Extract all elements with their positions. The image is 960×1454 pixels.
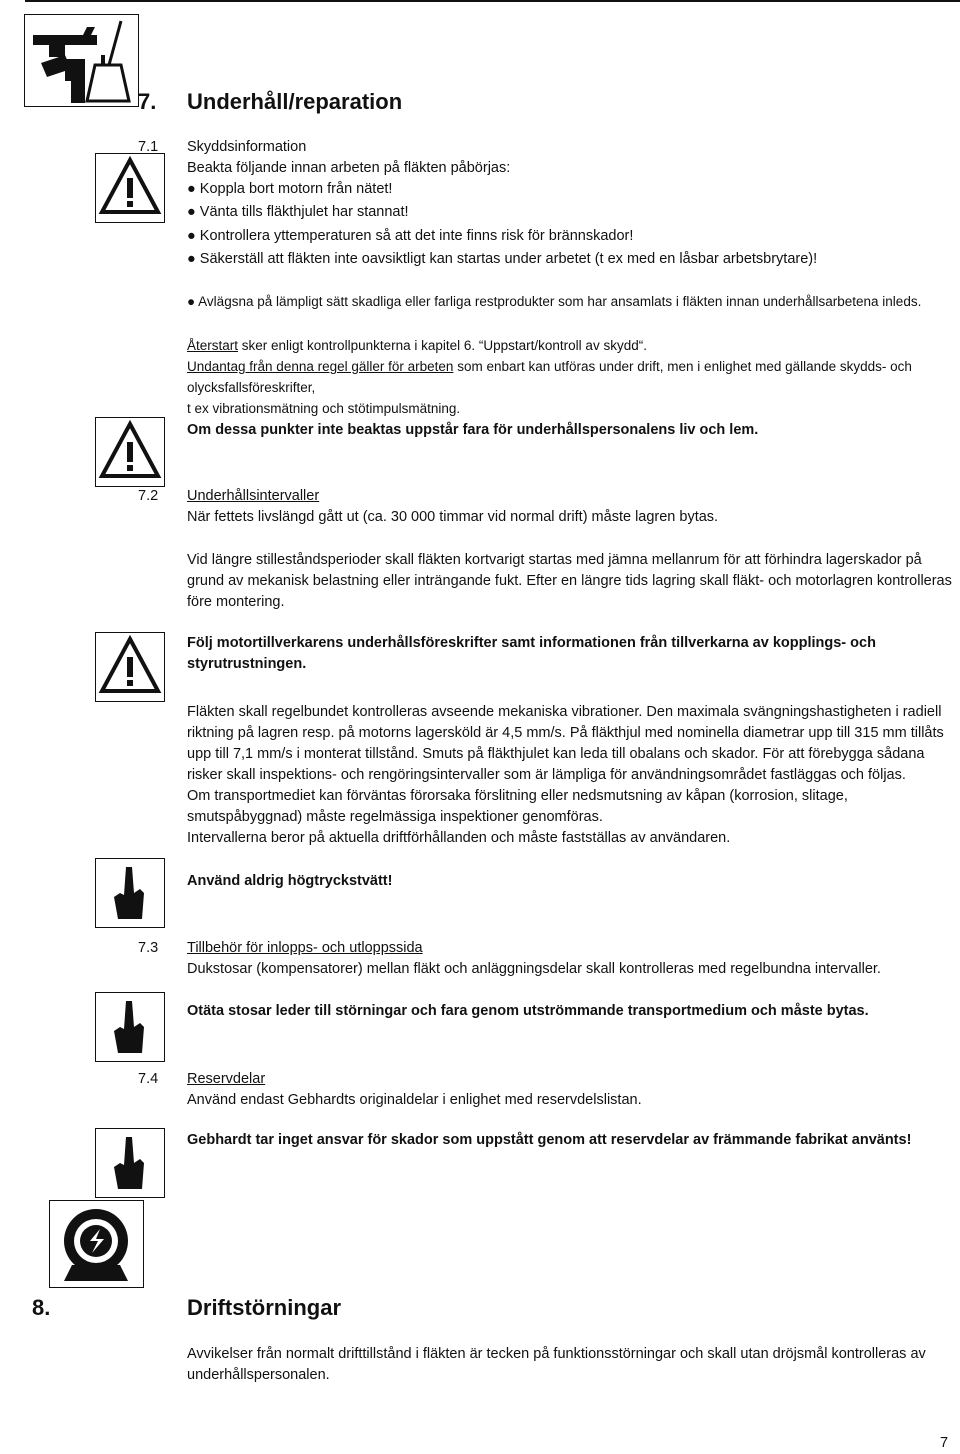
note-text: Otäta stosar leder till störningar och fara genom utströmmande transportmedium och måste bytas. [187, 1003, 869, 1019]
bullet-item: ● Vänta tills fläkthjulet har stannat! [187, 204, 409, 220]
restart-line [187, 335, 954, 356]
bullet-item: ● Säkerställ att fläkten inte oavsiktligt kan startas under arbetet (t ex med en låsbar arbetsbrytare)! [187, 251, 818, 267]
paragraph: Dukstosar (kompensatorer) mellan fläkt och anläggningsdelar skall kontrolleras med regelbundna intervaller. [187, 961, 881, 977]
subsection-7-3-number: 7.3 [138, 940, 159, 956]
subsection-7-4-heading: Reservdelar [187, 1071, 266, 1087]
bullet-item: ● Koppla bort motorn från nätet! [187, 181, 393, 197]
subsection-7-1-heading: Skyddsinformation [187, 139, 307, 155]
warning-text: Om dessa punkter inte beaktas uppstår fara för underhållspersonalens liv och lem. [187, 422, 759, 438]
paragraph: Om transportmediet kan förväntas förorsaka förslitning eller nedsmutsning av kåpan (korrosion, slitage, smutspåbyggnad) måste regelmässiga inspektioner genomföras. [187, 788, 848, 825]
bullet-text: Vänta tills fläkthjulet har stannat! [199, 204, 409, 220]
exception-line-2: t ex vibrationsmätning och stötimpulsmätning. [187, 401, 461, 416]
warning-triangle-icon [95, 632, 165, 702]
warning-triangle-icon [95, 153, 165, 223]
pointing-hand-icon [95, 992, 165, 1062]
maintenance-worker-icon [24, 14, 139, 107]
bullet-item: ● Kontrollera yttemperaturen så att det inte finns risk för brännskador! [187, 228, 634, 244]
remove-bullet-text: Avlägsna på lämpligt sätt skadliga eller farliga restprodukter som har ansamlats i fläkten innan underhållsarbetena inleds. [198, 294, 922, 309]
remove-bullet: ● Avlägsna på lämpligt sätt skadliga eller farliga restprodukter som har ansamlats i fläkten innan underhållsarbetena inleds. [187, 294, 922, 309]
page-number: 7 [940, 1435, 949, 1451]
paragraph: Vid längre stilleståndsperioder skall fläkten kortvarigt startas med jämna mellanrum för att förhindra lagerskador på grund av mekanisk belastning eller inträngande fukt. Efter en längre tids lagring skall fläkt- och motorlagren kontrolleras före montering. [187, 552, 952, 610]
paragraph: Fläkten skall regelbundet kontrolleras avseende mekaniska vibrationer. Den maximala svängningshastigheten i radiell riktning på lagren resp. på motorns lagersköld är 4,5 mm/s. På fläkthjul med nominella diametrar upp till 315 mm tillåts upp till 7,1 mm/s i monterat tillstånd. Smuts på fläkthjulet kan leda till obalans och skador. För att förebygga sådana risker skall inspektions- och rengöringsintervaller som är lämpliga för användningsområdet fastläggas och följas. [187, 704, 944, 783]
fan-fault-icon [49, 1200, 144, 1288]
subsection-7-4-number: 7.4 [138, 1071, 159, 1087]
section-7-number: 7. [138, 89, 157, 114]
subsection-7-1-number: 7.1 [138, 139, 159, 155]
warning-triangle-icon [95, 417, 165, 487]
exception-underlined: Undantag från denna regel gäller för arbeten [187, 359, 454, 374]
paragraph: Intervallerna beror på aktuella driftförhållanden och måste fastställas av användaren. [187, 830, 731, 846]
subsection-7-3-heading: Tillbehör för inlopps- och utloppssida [187, 940, 423, 956]
paragraph: Använd endast Gebhardts originaldelar i enlighet med reservdelslistan. [187, 1092, 642, 1108]
paragraph: Avvikelser från normalt drifttillstånd i fläkten är tecken på funktionsstörningar och skall utan dröjsmål kontrolleras av underhållspersonalen. [187, 1346, 926, 1383]
pointing-hand-icon [95, 858, 165, 928]
restart-word: Återstart [187, 338, 239, 353]
section-7-title: Underhåll/reparation [187, 89, 403, 114]
restart-text: sker enligt kontrollpunkterna i kapitel 6. “Uppstart/kontroll av skydd“. [238, 338, 647, 353]
section-8-title: Driftstörningar [187, 1295, 341, 1320]
note-text: Använd aldrig högtryckstvätt! [187, 873, 393, 889]
section-8-number: 8. [32, 1295, 51, 1320]
bullet-text: Koppla bort motorn från nätet! [199, 181, 393, 197]
bold-notice: Följ motortillverkarens underhållsföreskrifter samt informationen från tillverkarna av kopplings- och styrutrustningen. [187, 635, 876, 672]
subsection-7-2-number: 7.2 [138, 488, 159, 504]
subsection-7-2-heading: Underhållsintervaller [187, 488, 320, 504]
note-text: Gebhardt tar inget ansvar för skador som uppstått genom att reservdelar av främmande fabrikat använts! [187, 1132, 912, 1148]
intro-text: Beakta följande innan arbeten på fläkten påbörjas: [187, 160, 511, 176]
paragraph: När fettets livslängd gått ut (ca. 30 000 timmar vid normal drift) måste lagren bytas. [187, 509, 719, 525]
pointing-hand-icon [95, 1128, 165, 1198]
bullet-text: Säkerställ att fläkten inte oavsiktligt kan startas under arbetet (t ex med en låsbar arbetsbrytare)! [199, 251, 818, 267]
bullet-text: Kontrollera yttemperaturen så att det inte finns risk för brännskador! [199, 228, 634, 244]
exception-text: som enbart kan utföras under drift, men i enlighet med gällande skydds- och olycksfallsföreskrifter, [187, 359, 912, 395]
top-rule [25, 0, 960, 2]
exception-line [187, 356, 954, 398]
